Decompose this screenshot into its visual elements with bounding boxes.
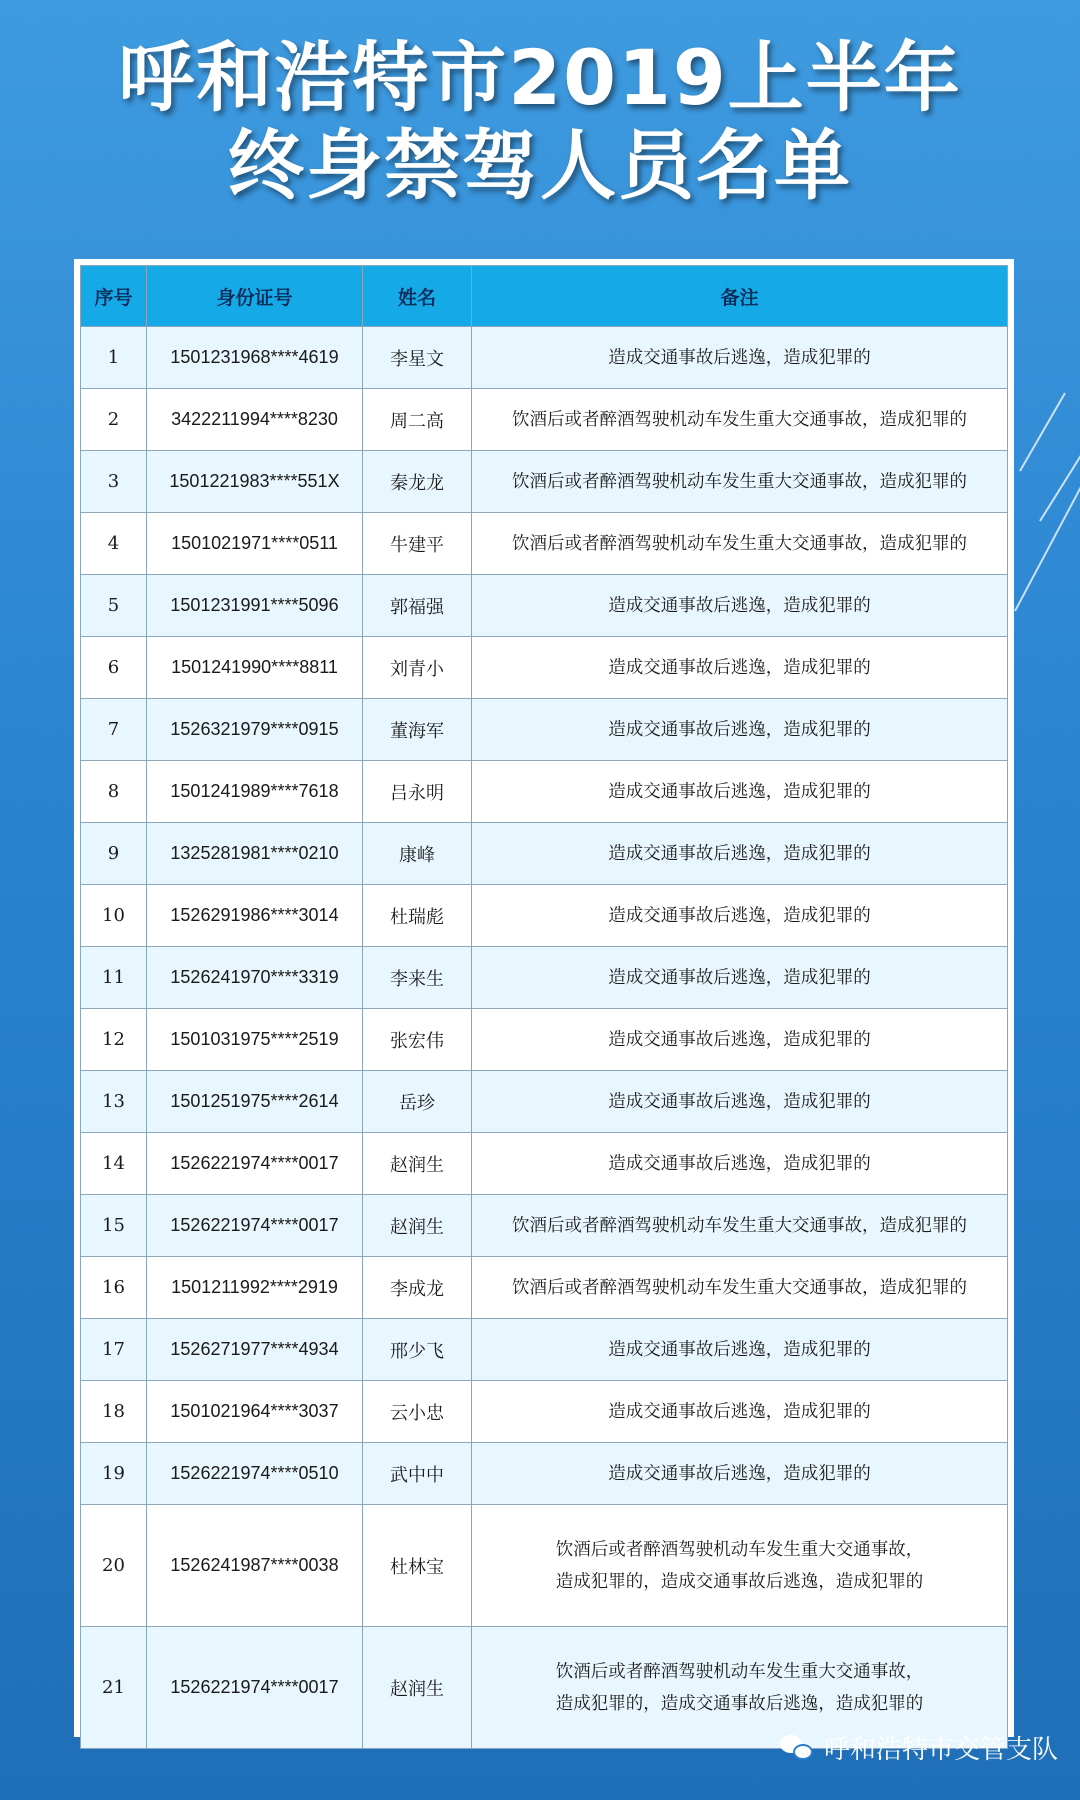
cell-remarks: 饮酒后或者醉酒驾驶机动车发生重大交通事故，造成犯罪的 — [472, 1257, 1008, 1319]
cell-remarks: 造成交通事故后逃逸，造成犯罪的 — [472, 1443, 1008, 1505]
cell-serial: 11 — [81, 947, 147, 1009]
table-row — [81, 1133, 1008, 1195]
cell-name: 李成龙 — [363, 1257, 472, 1319]
cell-id-number: 3422211994****8230 — [147, 389, 363, 451]
cell-id-number: 1501241990****8811 — [147, 637, 363, 699]
cell-name: 董海军 — [363, 699, 472, 761]
cell-remarks: 造成交通事故后逃逸，造成犯罪的 — [472, 885, 1008, 947]
cell-id-number: 1501021964****3037 — [147, 1381, 363, 1443]
header-serial: 序号 — [81, 266, 147, 327]
table-row — [81, 761, 1008, 823]
cell-id-number: 1526221974****0017 — [147, 1133, 363, 1195]
decorative-line — [1014, 469, 1080, 611]
title-line-2: 终身禁驾人员名单 — [228, 121, 852, 210]
cell-id-number: 1526291986****3014 — [147, 885, 363, 947]
cell-name: 杜林宝 — [363, 1505, 472, 1627]
cell-id-number: 1526321979****0915 — [147, 699, 363, 761]
banned-drivers-table — [80, 265, 1008, 1749]
cell-serial: 5 — [81, 575, 147, 637]
list-table-container — [74, 259, 1014, 1737]
cell-serial: 8 — [81, 761, 147, 823]
cell-serial: 6 — [81, 637, 147, 699]
cell-id-number: 1501251975****2614 — [147, 1071, 363, 1133]
cell-serial: 14 — [81, 1133, 147, 1195]
table-row — [81, 699, 1008, 761]
page-title — [0, 34, 1080, 210]
cell-serial: 9 — [81, 823, 147, 885]
cell-name: 张宏伟 — [363, 1009, 472, 1071]
cell-serial: 19 — [81, 1443, 147, 1505]
cell-id-number: 1501031975****2519 — [147, 1009, 363, 1071]
cell-remarks: 造成交通事故后逃逸，造成犯罪的 — [472, 637, 1008, 699]
table-body — [81, 327, 1008, 1749]
cell-name: 李星文 — [363, 327, 472, 389]
cell-id-number: 1526241970****3319 — [147, 947, 363, 1009]
cell-name: 赵润生 — [363, 1627, 472, 1749]
cell-name: 岳珍 — [363, 1071, 472, 1133]
header-name: 姓名 — [363, 266, 472, 327]
cell-remarks: 造成交通事故后逃逸，造成犯罪的 — [472, 1009, 1008, 1071]
table-row — [81, 513, 1008, 575]
cell-remarks: 造成交通事故后逃逸，造成犯罪的 — [472, 947, 1008, 1009]
table-row — [81, 1009, 1008, 1071]
cell-id-number: 1526221974****0017 — [147, 1627, 363, 1749]
cell-id-number: 1501021971****0511 — [147, 513, 363, 575]
table-row — [81, 1257, 1008, 1319]
header-id-number: 身份证号 — [147, 266, 363, 327]
cell-serial: 1 — [81, 327, 147, 389]
cell-serial: 20 — [81, 1505, 147, 1627]
cell-name: 赵润生 — [363, 1195, 472, 1257]
cell-id-number: 1526271977****4934 — [147, 1319, 363, 1381]
cell-remarks: 造成交通事故后逃逸，造成犯罪的 — [472, 575, 1008, 637]
table-row — [81, 1443, 1008, 1505]
cell-serial: 15 — [81, 1195, 147, 1257]
cell-id-number: 1526241987****0038 — [147, 1505, 363, 1627]
cell-name: 吕永明 — [363, 761, 472, 823]
table-row — [81, 1195, 1008, 1257]
cell-id-number: 1325281981****0210 — [147, 823, 363, 885]
table-row — [81, 575, 1008, 637]
table-row — [81, 823, 1008, 885]
cell-id-number: 1501231991****5096 — [147, 575, 363, 637]
cell-name: 郭福强 — [363, 575, 472, 637]
cell-id-number: 1501241989****7618 — [147, 761, 363, 823]
cell-remarks: 造成交通事故后逃逸，造成犯罪的 — [472, 1071, 1008, 1133]
cell-remarks: 饮酒后或者醉酒驾驶机动车发生重大交通事故，造成犯罪的 — [472, 513, 1008, 575]
table-row — [81, 637, 1008, 699]
cell-id-number: 1526221974****0017 — [147, 1195, 363, 1257]
cell-remarks: 饮酒后或者醉酒驾驶机动车发生重大交通事故， 造成犯罪的，造成交通事故后逃逸，造成犯罪的 — [472, 1505, 1008, 1627]
cell-name: 武中中 — [363, 1443, 472, 1505]
cell-name: 周二高 — [363, 389, 472, 451]
account-name: 呼和浩特市交管支队 — [823, 1735, 1058, 1765]
cell-remarks: 造成交通事故后逃逸，造成犯罪的 — [472, 1319, 1008, 1381]
cell-remarks: 造成交通事故后逃逸，造成犯罪的 — [472, 1133, 1008, 1195]
wechat-icon — [780, 1733, 816, 1763]
table-row — [81, 885, 1008, 947]
header-remarks: 备注 — [472, 266, 1008, 327]
table-header-row — [81, 266, 1008, 327]
table-row — [81, 947, 1008, 1009]
cell-serial: 16 — [81, 1257, 147, 1319]
cell-serial: 10 — [81, 885, 147, 947]
table-row — [81, 1381, 1008, 1443]
cell-remarks: 饮酒后或者醉酒驾驶机动车发生重大交通事故，造成犯罪的 — [472, 389, 1008, 451]
cell-name: 云小忠 — [363, 1381, 472, 1443]
cell-id-number: 1526221974****0510 — [147, 1443, 363, 1505]
cell-serial: 12 — [81, 1009, 147, 1071]
table-row — [81, 327, 1008, 389]
table-row — [81, 1319, 1008, 1381]
cell-serial: 13 — [81, 1071, 147, 1133]
cell-remarks: 造成交通事故后逃逸，造成犯罪的 — [472, 327, 1008, 389]
cell-remarks: 造成交通事故后逃逸，造成犯罪的 — [472, 1381, 1008, 1443]
cell-name: 刘青小 — [363, 637, 472, 699]
cell-name: 康峰 — [363, 823, 472, 885]
cell-name: 李来生 — [363, 947, 472, 1009]
cell-name: 邢少飞 — [363, 1319, 472, 1381]
cell-name: 牛建平 — [363, 513, 472, 575]
cell-serial: 3 — [81, 451, 147, 513]
cell-name: 秦龙龙 — [363, 451, 472, 513]
cell-name: 杜瑞彪 — [363, 885, 472, 947]
cell-serial: 21 — [81, 1627, 147, 1749]
cell-id-number: 1501211992****2919 — [147, 1257, 363, 1319]
title-line-1: 呼和浩特市2019上半年 — [118, 33, 962, 122]
cell-remarks: 饮酒后或者醉酒驾驶机动车发生重大交通事故， 造成犯罪的，造成交通事故后逃逸，造成犯罪的 — [472, 1627, 1008, 1749]
cell-name: 赵润生 — [363, 1133, 472, 1195]
cell-remarks: 造成交通事故后逃逸，造成犯罪的 — [472, 823, 1008, 885]
cell-remarks: 造成交通事故后逃逸，造成犯罪的 — [472, 761, 1008, 823]
cell-serial: 2 — [81, 389, 147, 451]
cell-remarks: 饮酒后或者醉酒驾驶机动车发生重大交通事故，造成犯罪的 — [472, 1195, 1008, 1257]
cell-id-number: 1501231968****4619 — [147, 327, 363, 389]
cell-id-number: 1501221983****551X — [147, 451, 363, 513]
table-row — [81, 1071, 1008, 1133]
cell-serial: 4 — [81, 513, 147, 575]
table-row — [81, 1505, 1008, 1627]
table-row — [81, 389, 1008, 451]
decorative-line — [1039, 436, 1080, 522]
table-row — [81, 451, 1008, 513]
decorative-line — [1019, 393, 1066, 472]
cell-serial: 18 — [81, 1381, 147, 1443]
wechat-account-watermark — [780, 1729, 1058, 1766]
cell-remarks: 造成交通事故后逃逸，造成犯罪的 — [472, 699, 1008, 761]
cell-serial: 7 — [81, 699, 147, 761]
cell-serial: 17 — [81, 1319, 147, 1381]
cell-remarks: 饮酒后或者醉酒驾驶机动车发生重大交通事故，造成犯罪的 — [472, 451, 1008, 513]
